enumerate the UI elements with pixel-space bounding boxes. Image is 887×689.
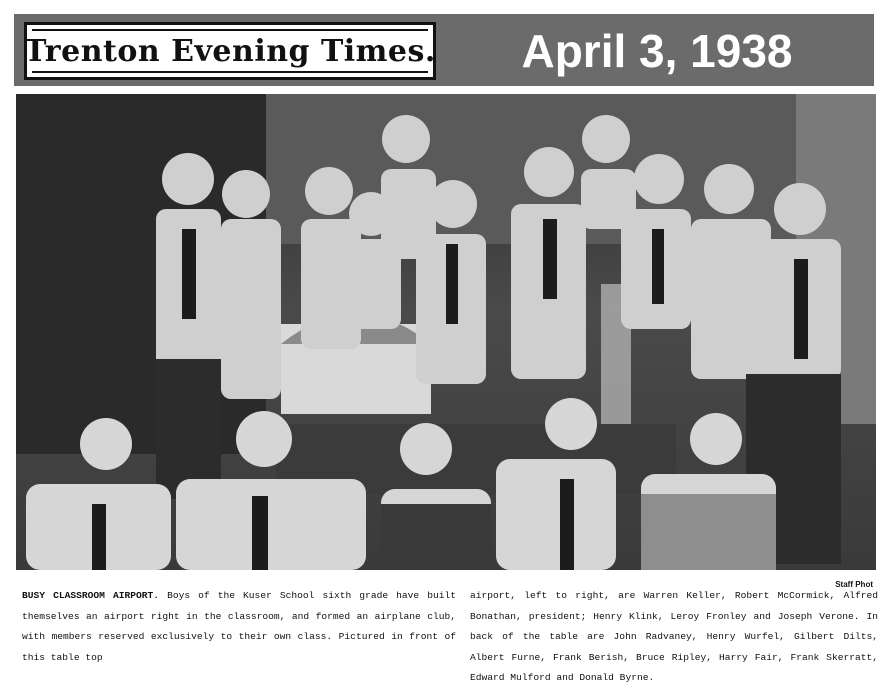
masthead-title: Trenton Evening Times. [24,33,436,69]
caption-right-text: airport, left to right, are Warren Keller, Robert McCormick, Alfred Bonathan, president; Henry Klink, Leroy Fronley and Joseph Verone. In back of the table are John Radvaney, Henry Wurfel, Gilbert Dilts, Albert Furne, Frank Berish, Bruce Ripley, Harry Fair, Frank Skerratt, Edward Mulford and Donald Byrne. [470,590,878,683]
newspaper-photograph [16,94,876,570]
newspaper-masthead [24,22,436,80]
photo-credit: Staff Phot [835,580,873,589]
masthead-frame [24,29,436,73]
publication-date: April 3, 1938 [521,25,793,77]
caption-column-right [470,586,878,683]
caption-headline: BUSY CLASSROOM AIRPORT. [22,590,160,601]
caption-column-left [22,586,456,672]
caption-left-text: Boys of the Kuser School sixth grade have built themselves an airport right in the classroom, and formed an airplane club, with members reserved exclusively to their own class. Pictured in front of this table top [22,590,457,663]
classroom-photo-illustration [16,94,876,570]
